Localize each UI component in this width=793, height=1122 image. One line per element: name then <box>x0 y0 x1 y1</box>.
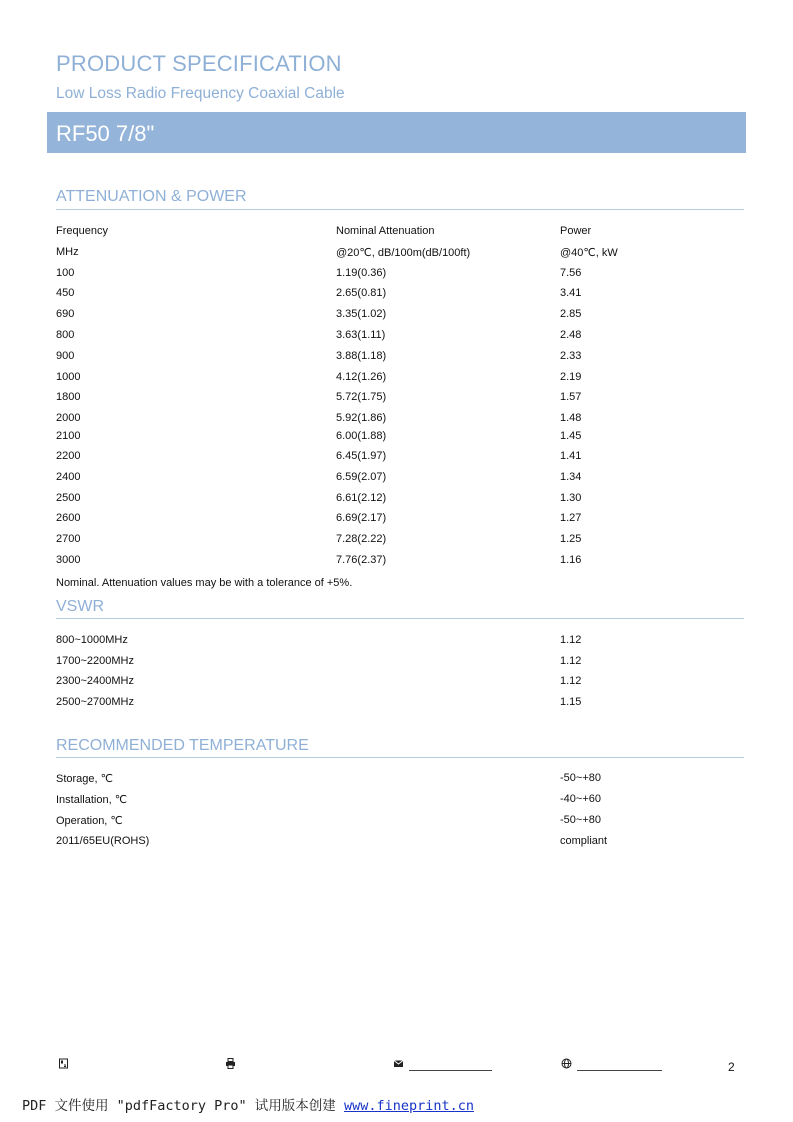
row-attenuation: 5.72(1.75) <box>336 391 387 403</box>
section-divider <box>56 209 744 210</box>
row-attenuation: 7.28(2.22) <box>336 533 387 545</box>
model-banner <box>47 112 746 153</box>
row-frequency: 2200 <box>56 450 81 462</box>
watermark-link[interactable]: www.fineprint.cn <box>343 1098 474 1114</box>
vswr-value: 1.12 <box>560 675 582 687</box>
header-attenuation: Nominal Attenuation <box>336 225 435 237</box>
header-frequency: Frequency <box>56 225 108 237</box>
page-subtitle: Low Loss Radio Frequency Coaxial Cable <box>56 85 345 102</box>
row-power: 1.34 <box>560 471 582 483</box>
unit-power: @40℃, kW <box>560 247 618 259</box>
row-power: 1.41 <box>560 450 582 462</box>
row-power: 2.48 <box>560 329 582 341</box>
section-divider <box>56 757 744 758</box>
row-attenuation: 6.69(2.17) <box>336 512 387 524</box>
row-attenuation: 7.76(2.37) <box>336 554 387 566</box>
vswr-band: 1700~2200MHz <box>56 655 134 667</box>
vswr-value: 1.12 <box>560 655 582 667</box>
temperature-label: Operation, ℃ <box>56 815 123 827</box>
row-attenuation: 3.88(1.18) <box>336 350 387 362</box>
header-power: Power <box>560 225 592 237</box>
row-frequency: 2400 <box>56 471 81 483</box>
email-icon <box>393 1058 404 1072</box>
row-power: 1.27 <box>560 512 582 524</box>
row-power: 1.48 <box>560 412 582 424</box>
row-power: 7.56 <box>560 267 582 279</box>
row-power: 2.19 <box>560 371 582 383</box>
row-frequency: 3000 <box>56 554 81 566</box>
row-attenuation: 6.00(1.88) <box>336 430 387 442</box>
row-power: 1.30 <box>560 492 582 504</box>
email-line <box>409 1070 492 1071</box>
row-attenuation: 6.59(2.07) <box>336 471 387 483</box>
fax-icon <box>225 1058 236 1072</box>
pdf-watermark <box>22 1094 474 1114</box>
temperature-value: -50~+80 <box>560 772 601 784</box>
row-power: 1.16 <box>560 554 582 566</box>
attenuation-note: Nominal. Attenuation values may be with a tolerance of +5%. <box>56 577 353 589</box>
row-frequency: 2100 <box>56 430 81 442</box>
web-line <box>577 1070 662 1071</box>
row-power: 2.85 <box>560 308 582 320</box>
row-frequency: 100 <box>56 267 75 279</box>
vswr-band: 2300~2400MHz <box>56 675 134 687</box>
vswr-value: 1.15 <box>560 696 582 708</box>
vswr-band: 2500~2700MHz <box>56 696 134 708</box>
row-frequency: 800 <box>56 329 75 341</box>
row-power: 1.57 <box>560 391 582 403</box>
row-attenuation: 3.63(1.11) <box>336 329 386 341</box>
row-attenuation: 4.12(1.26) <box>336 371 387 383</box>
unit-frequency: MHz <box>56 246 79 258</box>
row-frequency: 2700 <box>56 533 81 545</box>
row-frequency: 2000 <box>56 412 81 424</box>
row-frequency: 2500 <box>56 492 81 504</box>
page-title: PRODUCT SPECIFICATION <box>56 51 342 76</box>
unit-attenuation: @20℃, dB/100m(dB/100ft) <box>336 247 471 259</box>
model-name: RF50 7/8" <box>56 121 155 146</box>
row-power: 3.41 <box>560 287 582 299</box>
row-attenuation: 3.35(1.02) <box>336 308 387 320</box>
temperature-value: compliant <box>560 835 608 847</box>
section-attenuation-title: ATTENUATION & POWER <box>56 188 247 205</box>
temperature-value: -50~+80 <box>560 814 601 826</box>
vswr-band: 800~1000MHz <box>56 634 128 646</box>
row-attenuation: 6.45(1.97) <box>336 450 387 462</box>
row-frequency: 2600 <box>56 512 81 524</box>
temperature-value: -40~+60 <box>560 793 601 805</box>
row-frequency: 690 <box>56 308 75 320</box>
section-vswr-title: VSWR <box>56 598 104 615</box>
section-temperature-title: RECOMMENDED TEMPERATURE <box>56 737 309 754</box>
row-power: 1.45 <box>560 430 582 442</box>
phone-icon <box>58 1058 69 1072</box>
temperature-label: 2011/65EU(ROHS) <box>56 835 150 847</box>
section-divider <box>56 618 744 619</box>
row-frequency: 900 <box>56 350 75 362</box>
row-power: 1.25 <box>560 533 582 545</box>
temperature-label: Storage, ℃ <box>56 773 113 785</box>
vswr-value: 1.12 <box>560 634 582 646</box>
row-frequency: 450 <box>56 287 75 299</box>
web-icon <box>561 1058 572 1072</box>
row-attenuation: 6.61(2.12) <box>336 492 387 504</box>
row-attenuation: 2.65(0.81) <box>336 287 387 299</box>
watermark-text: PDF 文件使用 "pdfFactory Pro" 试用版本创建 <box>22 1098 344 1114</box>
row-frequency: 1000 <box>56 371 81 383</box>
row-attenuation: 1.19(0.36) <box>336 267 387 279</box>
row-power: 2.33 <box>560 350 582 362</box>
temperature-label: Installation, ℃ <box>56 794 128 806</box>
page-number: 2 <box>728 1060 735 1074</box>
row-frequency: 1800 <box>56 391 81 403</box>
row-attenuation: 5.92(1.86) <box>336 412 387 424</box>
